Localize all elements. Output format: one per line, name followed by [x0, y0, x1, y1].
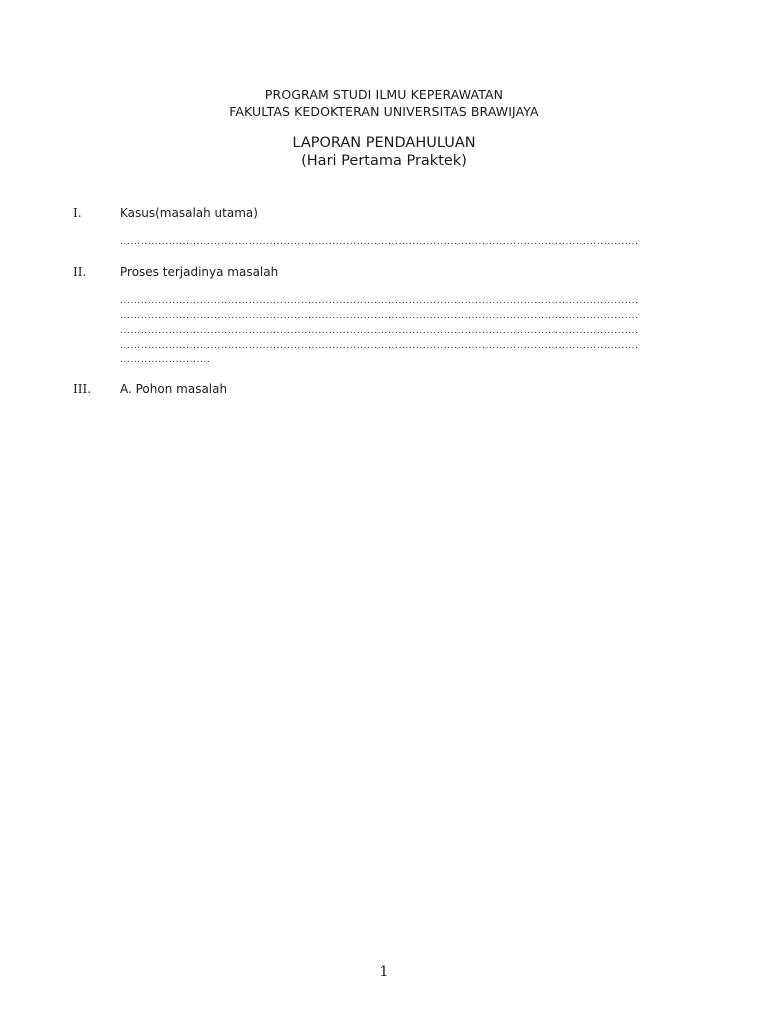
report-subtitle: (Hari Pertama Praktek): [301, 153, 467, 169]
fill-in-line: .....................................................................................................................................................: [120, 341, 639, 351]
fill-in-line: .....................................................................................................................................................: [120, 237, 639, 247]
section-number: I.: [73, 206, 82, 220]
program-name: PROGRAM STUDI ILMU KEPERAWATAN: [264, 87, 504, 102]
report-title: LAPORAN PENDAHULUAN: [292, 135, 476, 151]
section-title-case: Kasus(masalah utama): [120, 206, 258, 220]
fill-in-line: .....................................................................................................................................................: [120, 296, 639, 306]
section-number: III.: [73, 382, 92, 396]
section-title-problem-tree: A. Pohon masalah: [120, 382, 228, 396]
fill-in-line: .....................................................................................................................................................: [120, 311, 639, 321]
section-number: II.: [73, 265, 87, 279]
section-title-process: Proses terjadinya masalah: [120, 265, 279, 279]
faculty-name: FAKULTAS KEDOKTERAN UNIVERSITAS BRAWIJAYA: [229, 104, 539, 119]
fill-in-line: ..........................: [120, 355, 211, 365]
page-number: 1: [379, 964, 389, 980]
fill-in-line: .....................................................................................................................................................: [120, 326, 639, 336]
